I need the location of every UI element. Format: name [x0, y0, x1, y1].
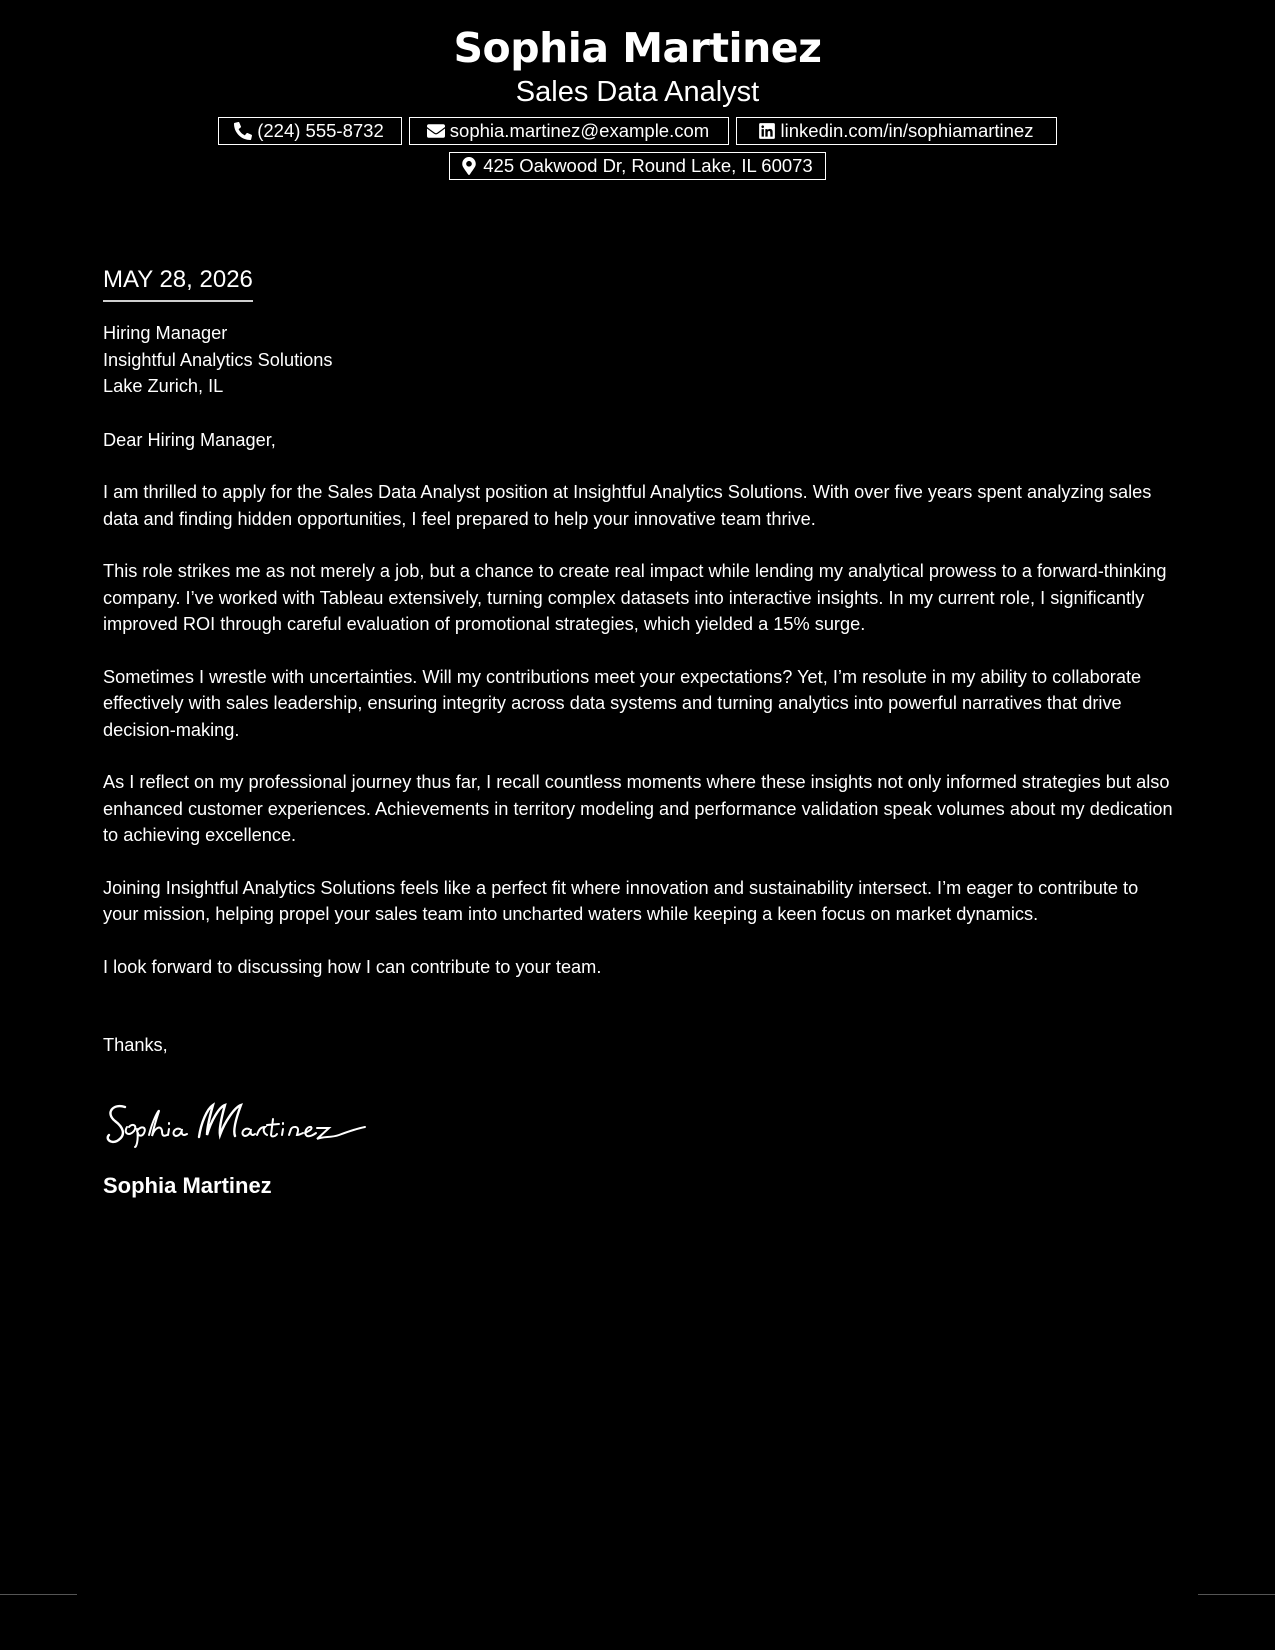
email-contact[interactable]	[409, 117, 729, 145]
body-paragraph: I look forward to discussing how I can contribute to your team.	[103, 956, 602, 977]
linkedin-contact[interactable]	[736, 117, 1057, 145]
sender-job-title: Sales Data Analyst	[515, 76, 760, 108]
body-paragraph: This role strikes me as not merely a job, but a chance to create real impact while lending my analytical prowess to a forward-thinking company. I’ve worked with Tableau extensively, turning complex datasets into interactive insights. In my current role, I significantly improved ROI through careful evaluation of promotional strategies, which yielded a 15% surge.	[103, 561, 1167, 634]
address-contact[interactable]	[449, 152, 826, 180]
footer-divider-right	[1198, 1594, 1275, 1595]
recipient-location: Lake Zurich, IL	[103, 376, 224, 396]
recipient-block	[103, 320, 1173, 400]
map-marker-icon	[460, 157, 478, 175]
letter-header	[0, 20, 1275, 180]
recipient-line: Hiring Manager	[103, 323, 228, 343]
recipient-company: Insightful Analytics Solutions	[103, 349, 333, 370]
closing: Thanks,	[103, 1035, 168, 1055]
linkedin-icon	[758, 122, 776, 140]
salutation: Dear Hiring Manager,	[103, 429, 276, 450]
contact-row	[0, 117, 1275, 145]
handwritten-signature	[103, 1089, 373, 1149]
body-paragraph: Sometimes I wrestle with uncertainties. Will my contributions meet your expectations? Yet, I’m resolute in my ability to collaborate effectively with sales leadership, ensuring integrity across data systems and turning analytics into powerful narratives that drive decision-making.	[103, 666, 1142, 740]
sender-name: Sophia Martinez	[453, 24, 822, 72]
footer-divider-left	[0, 1594, 77, 1595]
signature-name: Sophia Martinez	[103, 1172, 272, 1198]
body-paragraph: I am thrilled to apply for the Sales Data Analyst position at Insightful Analytics Solutions. With over five years spent analyzing sales data and finding hidden opportunities, I feel prepared to help your innovative team thrive.	[103, 482, 1152, 529]
contact-row-address	[0, 152, 1275, 180]
address-text: 425 Oakwood Dr, Round Lake, IL 60073	[483, 155, 813, 176]
letter-body	[103, 263, 1173, 1201]
phone-contact[interactable]	[218, 117, 402, 145]
body-paragraph: Joining Insightful Analytics Solutions feels like a perfect fit where innovation and sustainability intersect. I’m eager to contribute to your mission, helping propel your sales team into uncharted waters while keeping a keen focus on market dynamics.	[103, 877, 1139, 924]
body-paragraph: As I reflect on my professional journey thus far, I recall countless moments where these insights not only informed strategies but also enhanced customer experiences. Achievements in territory modeling and performance validation speak volumes about my dedication to achieving excellence.	[103, 772, 1173, 845]
letter-date: MAY 28, 2026	[103, 263, 253, 302]
phone-icon	[234, 122, 252, 140]
envelope-icon	[427, 122, 445, 140]
phone-text: (224) 555-8732	[257, 120, 384, 141]
linkedin-text: linkedin.com/in/sophiamartinez	[780, 120, 1034, 141]
email-text: sophia.martinez@example.com	[449, 120, 710, 141]
